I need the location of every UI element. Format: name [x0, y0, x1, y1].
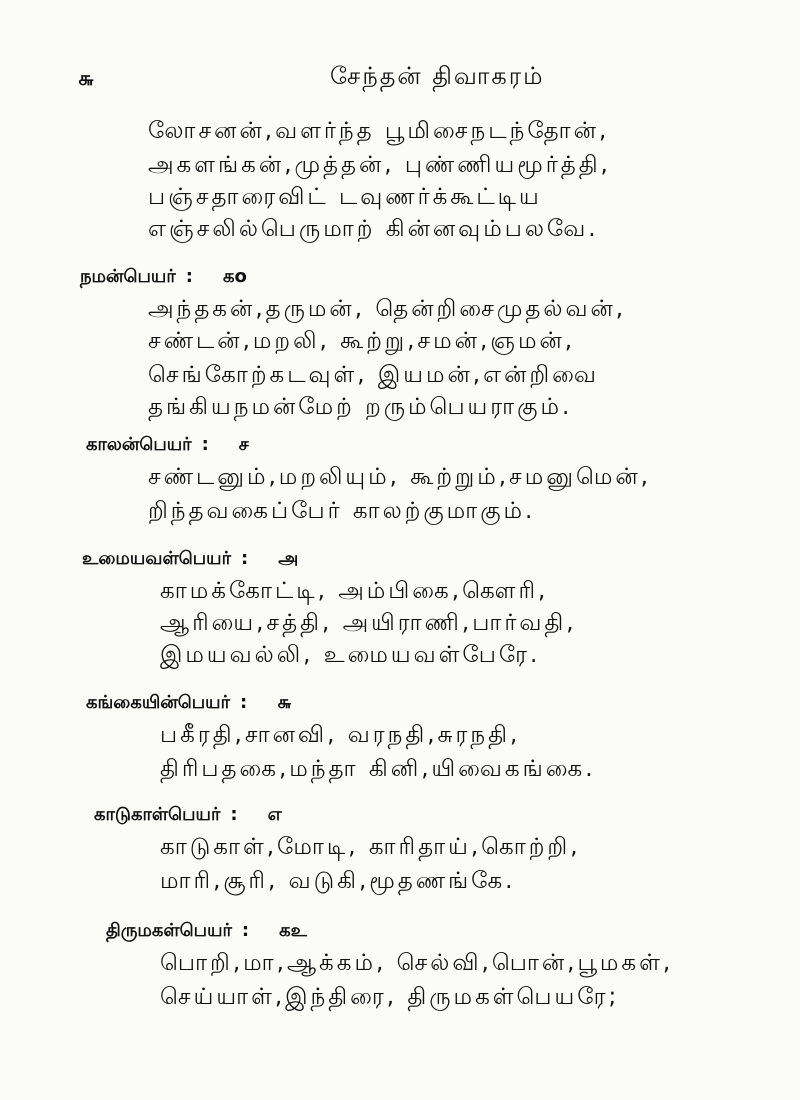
section-heading-colon: :: [185, 266, 193, 287]
section-heading-title: காடுகாள்பெயர்: [94, 804, 221, 825]
verse-line: செங்கோற்கடவுள், இயமன்,என்றிவை: [148, 362, 599, 388]
section-heading-count: கஉ: [279, 920, 307, 941]
verse-line: பொறி,மா,ஆக்கம், செல்வி,பொன்,பூமகள்,: [160, 950, 674, 976]
section-heading-count: கo: [222, 266, 247, 287]
verse-line: அந்தகன்,தருமன், தென்றிசைமுதல்வன்,: [148, 296, 627, 322]
section-heading: [94, 804, 282, 827]
section-heading: [106, 920, 307, 943]
section-heading-colon: :: [230, 804, 238, 825]
verse-line: திரிபதகை,மந்தா கினி,யிவைகங்கை.: [160, 756, 596, 782]
page-number: ௬: [78, 66, 95, 90]
section-heading-title: நமன்பெயர்: [80, 266, 176, 287]
section-heading-count: அ: [278, 548, 299, 569]
verse-line: றிந்தவகைப்பேர் காலற்குமாகும்.: [148, 498, 536, 524]
verse-line: காடுகாள்,மோடி, காரிதாய்,கொற்றி,: [160, 834, 581, 860]
verse-line: பகீரதி,சானவி, வரநதி,சுரநதி,: [160, 722, 521, 748]
section-heading-colon: :: [201, 434, 209, 455]
verse-line: இமயவல்லி, உமையவள்பேரே.: [160, 642, 541, 668]
section-heading-colon: :: [240, 692, 248, 713]
section-heading: [82, 548, 298, 571]
section-heading-colon: :: [241, 920, 250, 941]
verse-line: சண்டன்,மறலி, கூற்று,சமன்,ஞமன்,: [148, 328, 576, 354]
section-heading-count: எ: [267, 804, 282, 825]
section-heading-colon: :: [241, 548, 249, 569]
verse-line: காமக்கோட்டி, அம்பிகை,கௌரி,: [160, 578, 549, 604]
verse-line: தங்கியநமன்மேற் றரும்பெயராகும்.: [148, 394, 573, 420]
section-heading: [86, 692, 292, 715]
verse-line: ஆரியை,சத்தி, அயிராணி,பார்வதி,: [160, 610, 577, 636]
verse-line: செய்யாள்,இந்திரை, திருமகள்பெயரே;: [160, 984, 620, 1010]
verse-line: சண்டனும்,மறலியும், கூற்றும்,சமனுமென்,: [148, 464, 651, 490]
section-heading-title: கங்கையின்பெயர்: [86, 692, 230, 713]
section-heading-title: காலன்பெயர்: [86, 434, 192, 455]
section-heading-title: உமையவள்பெயர்: [82, 548, 231, 569]
section-heading-title: திருமகள்பெயர்: [106, 920, 232, 941]
section-heading-count: ௬: [277, 692, 292, 713]
section-heading-count: ச: [238, 434, 249, 455]
running-title: சேந்தன் திவாகரம்: [330, 62, 545, 90]
verse-line: லோசனன்,வளர்ந்த பூமிசைநடந்தோன்,: [148, 118, 610, 144]
section-heading: [86, 434, 249, 457]
verse-line: எஞ்சலில்பெருமாற் கின்னவும்பலவே.: [148, 216, 599, 242]
verse-line: பஞ்சதாரைவிட் டவுணர்க்கூட்டிய: [148, 184, 542, 210]
verse-line: மாரி,சூரி, வடுகி,மூதணங்கே.: [160, 868, 516, 894]
section-heading: [80, 266, 247, 289]
verse-line: அகளங்கன்,முத்தன், புண்ணியமூர்த்தி,: [148, 152, 611, 178]
